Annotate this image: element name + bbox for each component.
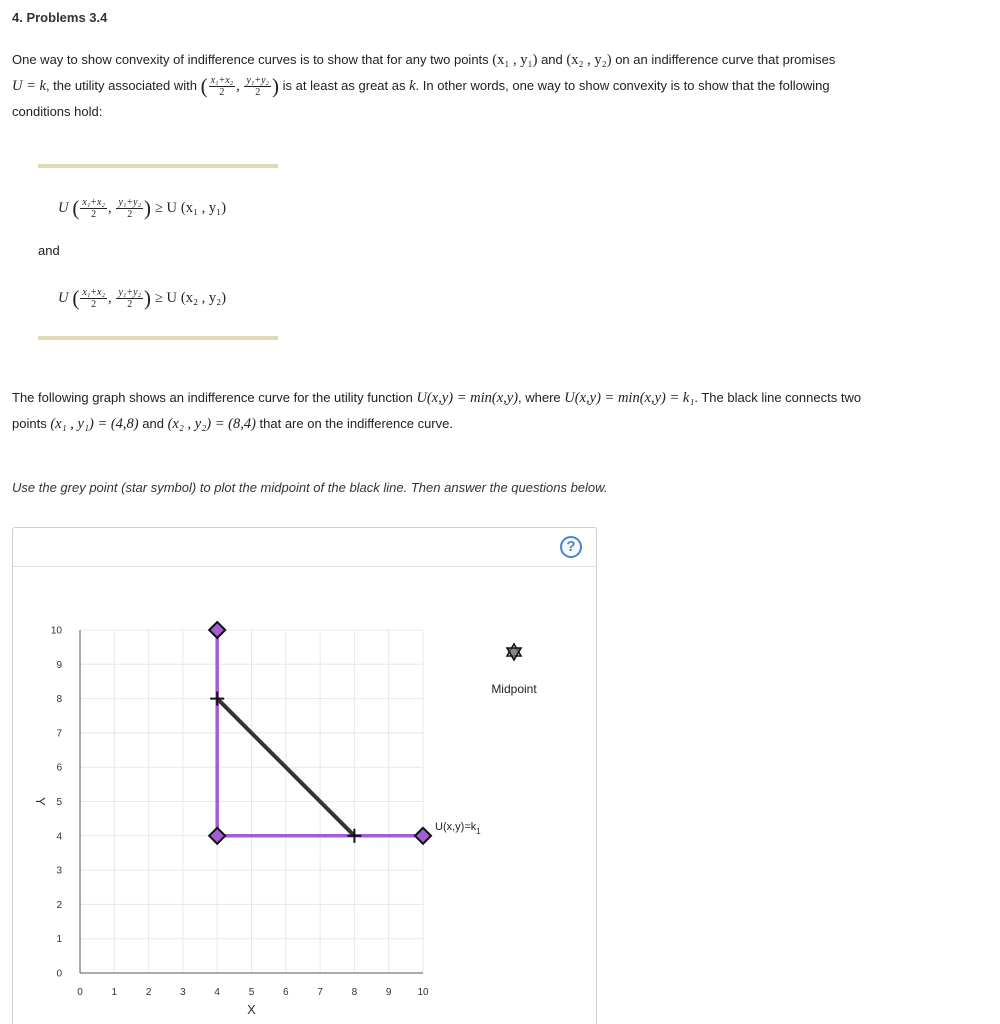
intro-text-4: is at least as great as xyxy=(282,78,406,93)
indifference-curve-point-0 xyxy=(209,622,225,638)
k-symbol: k xyxy=(409,78,416,94)
point-1-equation: (x₁ , y₁) = (4,8) xyxy=(50,416,139,432)
midpoint-tool-label: Midpoint xyxy=(491,682,537,696)
x-tick-label: 3 xyxy=(180,987,186,998)
x-tick-label: 8 xyxy=(351,987,358,998)
intro-line-2: U = k, the utility associated with ( $\frac{\text{x₁+x₂}}{2}$ , $\frac{\text{y₁+y₂}}{2}$ ) is at least as great as k. In other words, one way to show convexity is to show that the following xyxy=(12,74,830,99)
point-1-math: (x₁ , y₁) xyxy=(492,52,538,68)
problem-heading: 4. Problems 3.4 xyxy=(12,10,108,25)
x-tick-label: 0 xyxy=(77,987,83,998)
y-tick-label: 7 xyxy=(56,728,62,740)
chart-grid xyxy=(80,630,423,973)
x-tick-label: 7 xyxy=(317,987,323,998)
inequality-1: U ( $\frac{\text{x₁+x₂}}{2}$ , $\frac{\text{y₁+y₂}}{2}$ ) ≥ U (x₁ , y₁) xyxy=(58,195,227,220)
x-tick-label: 6 xyxy=(283,987,289,998)
x-tick-label: 2 xyxy=(145,987,152,998)
intro-line-3: conditions hold: xyxy=(12,104,103,119)
indifference-curve-point-1 xyxy=(209,828,225,844)
y-tick-label: 6 xyxy=(56,762,62,774)
point-2-equation: (x₂ , y₂) = (8,4) xyxy=(167,416,256,432)
intro-text-2: on an indifference curve that promises xyxy=(615,52,836,67)
y-tick-label: 8 xyxy=(56,694,62,706)
x-tick-label: 10 xyxy=(417,987,429,998)
x-tick-label: 5 xyxy=(248,987,255,998)
x-tick-label: 9 xyxy=(385,987,392,998)
y-tick-label: 10 xyxy=(50,625,62,637)
y-tick-label: 4 xyxy=(56,831,62,843)
graph-desc-line-1: The following graph shows an indifference curve for the utility function U(x,y) = min(x,y), where U(x,y) = min(x,y) = k₁. The black line connects two xyxy=(12,390,862,406)
frac-x-inline: $\frac{\text{x₁+x₂}}{2}$ xyxy=(210,75,234,99)
inequality-2: U ( $\frac{\text{x₁+x₂}}{2}$ , $\frac{\text{y₁+y₂}}{2}$ ) ≥ U (x₂ , y₂) xyxy=(58,285,227,310)
graph-desc-line-2: points (x₁ , y₁) = (4,8) and (x₂ , y₂) = (8,4) that are on the indifference curve. xyxy=(12,416,453,432)
indifference-curve-point-2 xyxy=(415,828,431,844)
utility-function-k1: U(x,y) = min(x,y) = k₁ xyxy=(564,390,695,406)
intro-and: and xyxy=(541,52,563,67)
y-axis-label: Y xyxy=(33,797,48,806)
and-label: and xyxy=(38,243,60,258)
intro-text-1: One way to show convexity of indifference curves is to show that for any two points xyxy=(12,52,489,67)
y-tick-label: 5 xyxy=(56,797,62,808)
chart-palette xyxy=(491,644,537,696)
point-2-math: (x₂ , y₂) xyxy=(566,52,612,68)
chart-ticks xyxy=(33,626,429,1018)
y-tick-label: 9 xyxy=(56,659,62,671)
y-tick-label: 0 xyxy=(56,968,62,980)
frac-y-inline: $\frac{\text{y₁+y₂}}{2}$ xyxy=(246,75,270,99)
intro-text-3: , the utility associated with xyxy=(45,78,197,93)
y-tick-label: 2 xyxy=(56,899,62,911)
y-tick-label: 1 xyxy=(56,934,62,946)
x-tick-label: 1 xyxy=(111,987,118,998)
x-axis-label: X xyxy=(247,1002,256,1017)
u-equals-k: U = k xyxy=(12,78,46,94)
intro-text-5: . In other words, one way to show convexity is to show that the following xyxy=(415,78,830,93)
help-button[interactable]: ? xyxy=(560,536,582,558)
y-tick-label: 3 xyxy=(56,865,62,877)
indifference-curve-label: $U(x,y)=k_1$ xyxy=(435,820,481,836)
instruction-text: Use the grey point (star symbol) to plot the midpoint of the black line. Then answer the questions below. xyxy=(12,480,608,495)
x-tick-label: 4 xyxy=(214,987,220,998)
utility-function: U(x,y) = min(x,y) xyxy=(416,390,519,406)
